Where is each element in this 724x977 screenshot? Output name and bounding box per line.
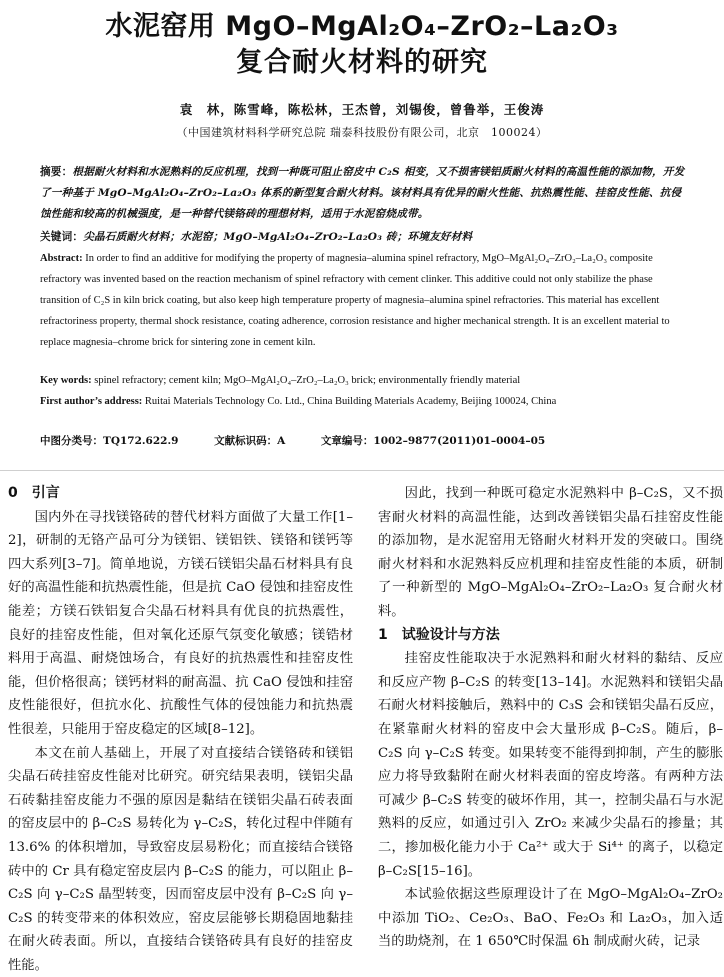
article-number: 文章编号：1002–9877(2011)01–0004–05: [320, 435, 546, 447]
document-code: 文献标识码：A: [214, 435, 286, 447]
english-abstract-text: In order to find an additive for modifying the property of magnesia–alumina spinel refractory, MgO–MgAl₂O₄–ZrO₂–La₂O₃ composite refractory was invented based on the reaction mechanism of spinel refractory with cement clinker. This additive could not only stabilize the phase transition of C₂S in kiln brick coating, but also keep high temperature property of magnesia–alumina spinel refractories. This material has excellent refractoriness property, thermal shock resistance, coating adherence, corrosion resistance and higher mechanical strength. It is an excellent material to replace magnesia–chrome brick for sintering zone in cement kiln.: [40, 253, 670, 348]
paper-title-line1: 水泥窑用 MgO–MgAl₂O₄–ZrO₂–La₂O₃: [105, 11, 619, 42]
english-abstract: [40, 248, 688, 353]
affiliation: （中国建筑材料科学研究总院 瑞泰科技股份有限公司，北京 100024）: [176, 126, 548, 139]
intro-paragraph-2: 本文在前人基础上，开展了对直接结合镁铬砖和镁铝尖晶石砖挂窑皮性能对比研究。研究结果表明，镁铝尖晶石砖黏挂窑皮能力不强的原因是黏结在镁铝尖晶石砖表面的窑皮层中的 β–C₂S 易转化为 γ–C₂S，转化过程中伴随有 13.6% 的体积增加，导致窑皮层易粉化；而直接结合镁铬砖中的 Cr 具有稳定窑皮层内 β–C₂S 的能力，可以阻止 β–C₂S 向 γ–C₂S 晶型转变，因而窑皮层中没有 β–C₂S 向 γ–C₂S 的转变带来的体积效应，窑皮层能够长期稳固地黏挂在耐火砖表面。所以，直接结合镁铬砖具有良好的挂窑皮性能。: [8, 745, 353, 973]
english-keywords-text: spinel refractory; cement kiln; MgO–MgAl₂O₄–ZrO₂–La₂O₃ brick; environmentally friendly material: [91, 375, 521, 386]
author-list: 袁 林，陈雪峰，陈松林，王杰曾，刘锡俊，曾鲁举，王俊涛: [179, 102, 545, 117]
chinese-keywords: [40, 227, 688, 248]
first-author-label: First author’s address:: [40, 396, 143, 407]
left-column: [8, 482, 353, 973]
classification-line: [40, 433, 688, 448]
right-column: [378, 482, 723, 954]
intro-paragraph-3: 因此，找到一种既可稳定水泥熟料中 β–C₂S，又不损害耐火材料的高温性能，达到改善镁铝尖晶石挂窑皮性能的添加物，是水泥窑用无铬耐火材料开发的突破口。围绕耐火材料和水泥熟料反应机理和挂窑皮性能的本质，研制了一种新型的 MgO–MgAl₂O₄–ZrO₂–La₂O₃ 复合耐火材料。: [378, 486, 723, 619]
first-author-address: [40, 391, 688, 412]
chinese-keywords-label: 关键词：: [40, 231, 84, 243]
section-heading-1: 1 试验设计与方法: [378, 626, 500, 643]
chinese-abstract-label: 摘要：: [40, 166, 73, 178]
divider-rule: [0, 470, 724, 471]
chinese-keywords-text: 尖晶石质耐火材料；水泥窑；MgO–MgAl₂O₄–ZrO₂–La₂O₃ 砖；环境友好材料: [83, 231, 473, 243]
english-abstract-label: Abstract:: [40, 253, 83, 264]
english-keywords: [40, 370, 688, 391]
chinese-abstract: [40, 162, 688, 225]
section1-paragraph-1: 挂窑皮性能取决于水泥熟料和耐火材料的黏结、反应和反应产物 β–C₂S 的转变[13–14]。水泥熟料和镁铝尖晶石耐火材料接触后，熟料中的 C₃S 会和镁铝尖晶石反应，在紧靠耐火材料的窑皮中会大量形成 β–C₂S。随后，β–C₂S 向 γ–C₂S 转变。如果转变不能得到抑制，产生的膨胀应力将导致黏附在耐火材料表面的窑皮垮落。有两种方法可减少 β–C₂S 转变的破坏作用，其一，控制尖晶石与水泥熟料的反应，如通过引入 ZrO₂ 来减少尖晶石的掺量；其二，掺加极化能力小于 Ca²⁺ 或大于 Si⁴⁺ 的离子，以稳定 β–C₂S[15–16]。: [378, 651, 723, 879]
clc-number: 中图分类号：TQ172.622.9: [40, 435, 179, 447]
paper-title-line2: 复合耐火材料的研究: [236, 47, 488, 78]
section-heading-intro: 0 引言: [8, 485, 60, 501]
first-author-text: Ruitai Materials Technology Co. Ltd., China Building Materials Academy, Beijing 100024, China: [142, 396, 557, 407]
chinese-abstract-text: 根据耐火材料和水泥熟料的反应机理，找到一种既可阻止窑皮中 C₂S 相变，又不损害镁铝质耐火材料的高温性能的添加物，开发了一种基于 MgO–MgAl₂O₄–ZrO₂–La₂O₃ 体系的新型复合耐火材料。该材料具有优异的耐火性能、抗热震性能、挂窑皮性能、抗侵蚀性能和较高的机械强度，是一种替代镁铬砖的理想材料，适用于水泥窑烧成带。: [40, 166, 685, 220]
intro-paragraph-1: 国内外在寻找镁铬砖的替代材料方面做了大量工作[1–2]，研制的无铬产品可分为镁铝、镁铝铁、镁铬和镁钙等四大系列[3–7]。简单地说，方镁石镁铝尖晶石材料具有良好的高温性能和抗热震性能，但是抗 CaO 侵蚀和挂窑皮性能差；方镁石铁铝复合尖晶石材料具有优良的抗热震性，良好的挂窑皮性能，但对氧化还原气氛变化敏感；镁锆材料用于高温、耐烧蚀场合，有良好的抗热震性和挂窑皮性能，但价格很高；镁钙材料的耐高温、抗 CaO 侵蚀和挂窑皮性能很好，但抗水化、抗酸性气体的侵蚀能力和抗热震性很差，只能用于窑皮稳定的区域[8–12]。: [8, 509, 353, 737]
english-keywords-label: Key words:: [40, 375, 92, 386]
section1-paragraph-2: 本试验依据这些原理设计了在 MgO–MgAl₂O₄–ZrO₂ 中添加 TiO₂、Ce₂O₃、BaO、Fe₂O₃ 和 La₂O₃，加入适当的助烧剂，在 1 650℃时保温 6h 制成耐火砖，记录: [378, 887, 723, 950]
